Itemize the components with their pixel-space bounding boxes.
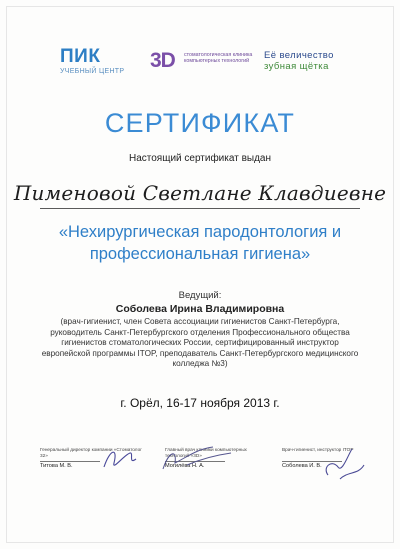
signature-line [40, 461, 100, 462]
clinic-3d-logo-mark: 3D [150, 49, 175, 72]
pik-logo-word: ПИК [60, 46, 101, 67]
signature-name: Соболева И. В. [282, 463, 322, 469]
place-date: г. Орёл, 16-17 ноября 2013 г. [120, 396, 280, 410]
signature-block-instructor [282, 447, 387, 469]
clinic-3d-logo [150, 49, 253, 79]
handwritten-signature-icon [100, 445, 140, 473]
issued-to-label: Настоящий сертификат выдан [128, 153, 271, 164]
course-title: «Нехирургическая пародонтология и профессиональная гигиена» [58, 223, 342, 263]
lead-name: Соболева Ирина Владимировна [115, 303, 285, 315]
signature-role: Главный врач клиники компьютерных технологий «3D» [165, 447, 247, 458]
pik-logo-subtitle: УЧЕБНЫЙ ЦЕНТР [60, 68, 125, 75]
signature-name: Титова М. В. [40, 463, 73, 469]
toothbrush-logo [264, 50, 344, 78]
lead-description: (врач-гигиенист, член Совета ассоциации гигиенистов Санкт-Петербурга, руководитель Санкт-Петербургского отделения Профессионального общества гигиенистов стоматологических России, сертифицированный инструктор европейской программы ITOP, преподаватель Санкт-Петербургского медицинского колледжа №3) [41, 317, 359, 369]
pik-logo [60, 47, 140, 83]
lead-label: Ведущий: [178, 290, 222, 301]
handwritten-signature-icon [318, 445, 366, 485]
recipient-underline [40, 208, 360, 209]
recipient-name: Пименовой Светлане Клавдиевне [13, 181, 387, 205]
signature-name: Могилёва Н. А. [165, 463, 205, 469]
toothbrush-logo-line1: Её величество [264, 50, 334, 61]
signature-block-chief-doctor [165, 447, 270, 469]
handwritten-signature-icon [157, 443, 237, 477]
signature-block-director [40, 447, 145, 469]
signature-role: Врач-гигиенист, инструктор ITOP [282, 447, 354, 452]
certificate-title: СЕРТИФИКАТ [104, 108, 296, 138]
toothbrush-logo-line2: зубная щётка [264, 61, 329, 72]
signature-role: Генеральный директор компании «Стоматолог 32» [40, 447, 142, 458]
clinic-3d-logo-text: стоматологическая клиника компьютерных технологий [184, 52, 253, 65]
